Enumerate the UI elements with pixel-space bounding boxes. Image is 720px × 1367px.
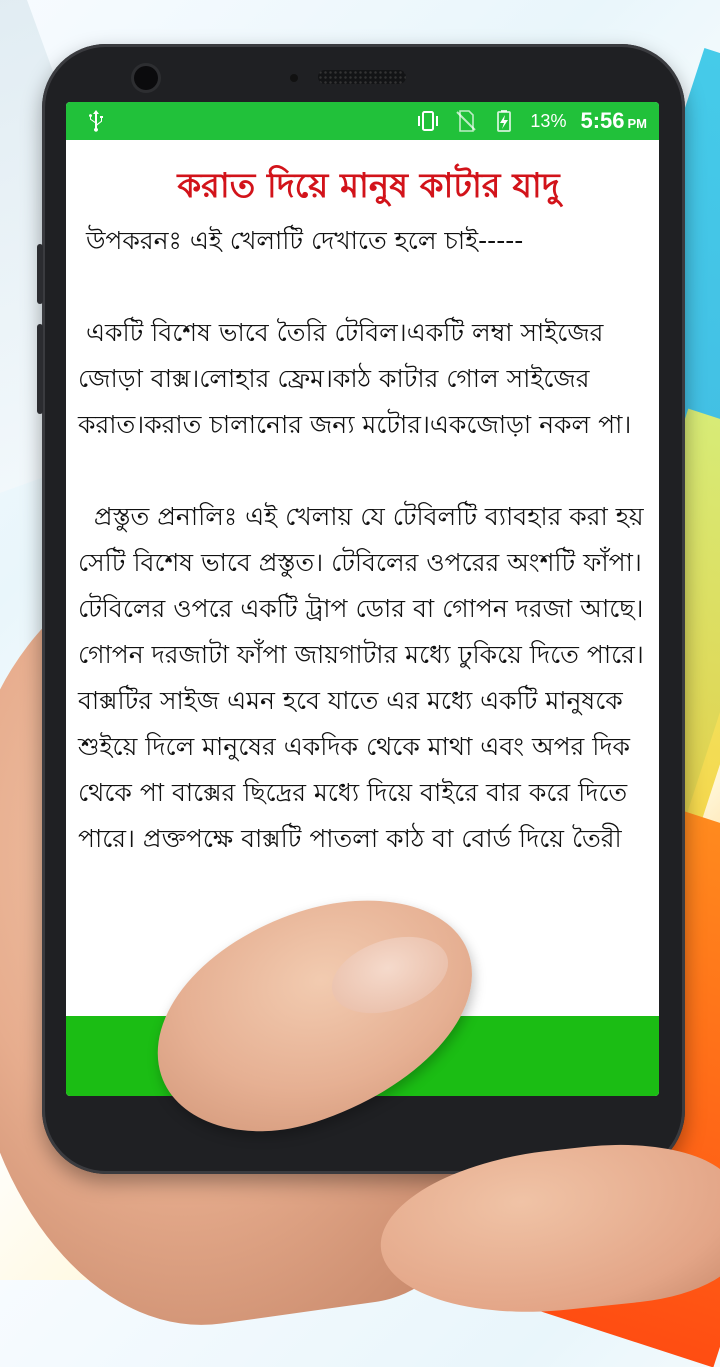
article-title: করাত দিয়ে মানুষ কাটার যাদু (177, 166, 560, 206)
battery-charging-icon (492, 109, 516, 133)
power-button (37, 324, 43, 414)
no-sim-icon (454, 109, 478, 133)
status-icons (416, 102, 647, 140)
volume-button (37, 244, 43, 304)
article-paragraph: প্রস্তুত প্রনালিঃ এই খেলায় যে টেবিলটি ব্যাবহার করা হয় সেটি বিশেষ ভাবে প্রস্তুত। টেবিলের ওপরের অংশটি ফাঁপা। টেবিলের ওপরে একটি ট্রাপ ডোর বা গোপন দরজা আছে।গোপন দরজাটা ফাঁপা জায়গাটার মধ্যে ঢুকিয়ে দিতে পারে।বাক্সটির সাইজ এমন হবে যাতে এর মধ্যে একটি মানুষকে শুইয়ে দিলে মানুষের একদিক থেকে মাথা এবং অপর দিক থেকে পা বাক্সের ছিদ্রের মধ্যে দিয়ে বাইরে বার করে দিতে পারে। প্রক্তপক্ষে বাক্সটি পাতলা কাঠ বা বোর্ড দিয়ে তৈরী (78, 502, 652, 853)
article-paragraph: একটি বিশেষ ভাবে তৈরি টেবিল।একটি লম্বা সাইজের জোড়া বাক্স।লোহার ফ্রেম।কাঠ কাটার গোল সাইজের করাত।করাত চালানোর জন্য মটোর।একজোড়া নকল পা। (78, 318, 632, 439)
front-camera (134, 66, 158, 90)
clock-time: 5:56 (580, 108, 625, 133)
vibrate-icon (416, 109, 440, 133)
article-paragraph: উপকরনঃ এই খেলাটি দেখাতে হলে চাই----- (78, 226, 524, 255)
clock-ampm: PM (627, 116, 647, 131)
proximity-sensor (290, 74, 298, 82)
usb-icon (86, 109, 106, 133)
battery-percent: 13% (530, 110, 567, 131)
status-bar (66, 102, 659, 140)
article-content[interactable] (66, 164, 659, 862)
earpiece-speaker (318, 70, 406, 84)
clock (580, 108, 647, 134)
